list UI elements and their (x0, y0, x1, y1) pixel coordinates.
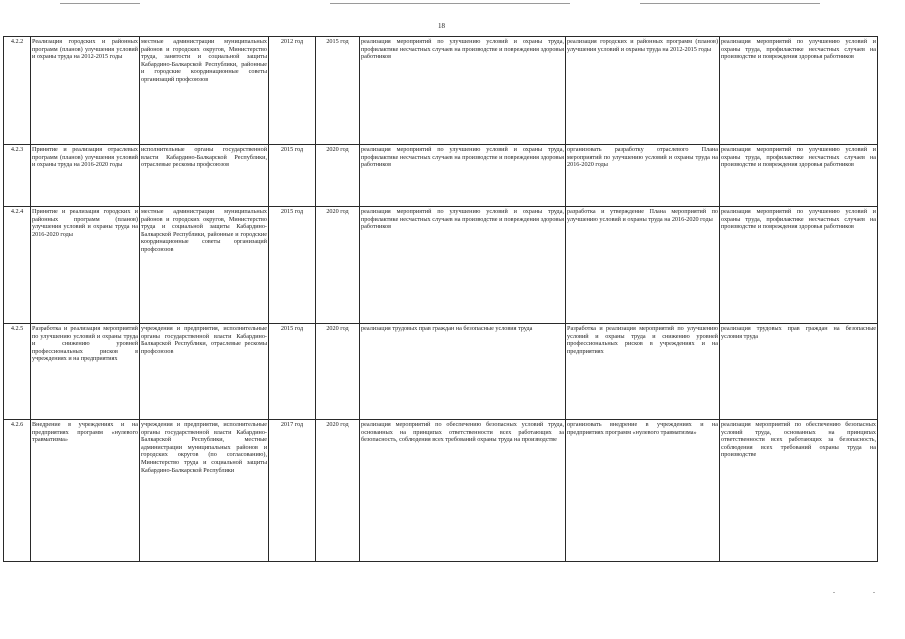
end-year-cell: 2020 год (316, 207, 360, 324)
result-cell: реализация мероприятий по обеспечению безопасных условий труда, основанных на принципах ответственности всех работающих за безопасность, соблюдения всех требований охраны труда на производстве (360, 420, 566, 562)
scan-top-rule-mid (330, 3, 570, 4)
effect-cell: реализация мероприятий по улучшению условий и охраны труда, профилактике несчастных случаев на производстве и повреждения здоровья работников (720, 37, 878, 145)
table-row-4-2-6 (4, 420, 878, 562)
measure-cell: Внедрение в учреждениях и на предприятиях программ «нулевого травматизма» (31, 420, 140, 562)
activity-cell: Разработка и реализация мероприятий по улучшению условий и охраны труда и снижению уровней профессиональных рисков в учреждениях и на предприятиях (566, 324, 720, 420)
end-year-cell: 2020 год (316, 324, 360, 420)
executors-cell: учреждения и предприятия, исполнительные органы государственной власти Кабардино-Балкарской Республики, отраслевые рескомы профсоюзов (140, 324, 269, 420)
row-number: 4.2.2 (4, 37, 31, 145)
row-number: 4.2.6 (4, 420, 31, 562)
activity-cell: реализация городских и районных программ (планов) улучшения условий и охраны труда на 2012-2015 годы (566, 37, 720, 145)
table-row-4-2-4 (4, 207, 878, 324)
row-number: 4.2.3 (4, 145, 31, 207)
result-cell: реализация мероприятий по улучшению условий и охраны труда, профилактике несчастных случаев на производстве и повреждения здоровья работников (360, 145, 566, 207)
start-year-cell: 2017 год (269, 420, 316, 562)
result-cell: реализация мероприятий по улучшению условий и охраны труда, профилактике несчастных случаев на производстве и повреждения здоровья работников (360, 37, 566, 145)
activity-cell: организовать внедрение в учреждениях и на предприятиях программ «нулевого травматизма» (566, 420, 720, 562)
executors-cell: исполнительные органы государственной власти Кабардино-Балкарской Республики, отраслевые рескомы профсоюзов (140, 145, 269, 207)
end-year-cell: 2020 год (316, 145, 360, 207)
start-year-cell: 2012 год (269, 37, 316, 145)
measure-cell: Разработка и реализация мероприятий по улучшению условий и охраны труда и снижению уровней профессиональных рисков в учреждениях и на предприятиях (31, 324, 140, 420)
end-year-cell: 2015 год (316, 37, 360, 145)
scan-top-rule-right (640, 3, 820, 4)
effect-cell: реализация мероприятий по улучшению условий и охраны труда, профилактике несчастных случаев на производстве и повреждения здоровья работников (720, 207, 878, 324)
table-row-4-2-2 (4, 37, 878, 145)
table-row-4-2-3 (4, 145, 878, 207)
end-year-cell: 2020 год (316, 420, 360, 562)
table-row-4-2-5 (4, 324, 878, 420)
measure-cell: Принятие и реализация отраслевых программ (планов) улучшения условий и охраны труда на 2016-2020 годы (31, 145, 140, 207)
start-year-cell: 2015 год (269, 207, 316, 324)
executors-cell: местные администрации муниципальных районов и городских округов, Министерство труда, занятости и социальной защиты Кабардино-Балкарской Республики, районные и городские координационные советы организаций профсоюзов (140, 37, 269, 145)
executors-cell: учреждения и предприятия, исполнительные органы государственной власти Кабардино-Балкарской Республики, местные администрации муниципальных районов и городских округов (по согласованию), Министерство труда и социальной защиты Кабардино-Балкарской Республики (140, 420, 269, 562)
start-year-cell: 2015 год (269, 324, 316, 420)
result-cell: реализация трудовых прав граждан на безопасные условия труда (360, 324, 566, 420)
scan-top-rule-left (60, 3, 140, 4)
measures-table (3, 36, 878, 562)
footer-marks: . . (833, 586, 893, 595)
row-number: 4.2.4 (4, 207, 31, 324)
result-cell: реализация мероприятий по улучшению условий и охраны труда, профилактике несчастных случаев на производстве и повреждения здоровья работников (360, 207, 566, 324)
activity-cell: организовать разработку отраслевого Плана мероприятий по улучшению условий и охраны труда на 2016-2020 годы (566, 145, 720, 207)
page-number: 18 (438, 22, 445, 30)
measure-cell: Реализация городских и районных программ (планов) улучшения условий и охраны труда на 2012-2015 годы (31, 37, 140, 145)
executors-cell: местные администрации муниципальных районов и городских округов, Министерство труда и социальной защиты Кабардино-Балкарской Республики, районные и городские координационные советы организаций профсоюзов (140, 207, 269, 324)
row-number: 4.2.5 (4, 324, 31, 420)
effect-cell: реализация трудовых прав граждан на безопасные условия труда (720, 324, 878, 420)
effect-cell: реализация мероприятий по улучшению условий и охраны труда, профилактике несчастных случаев на производстве и повреждения здоровья работников (720, 145, 878, 207)
activity-cell: разработка и утверждение Плана мероприятий по улучшению условий и охраны труда на 2016-2020 годы (566, 207, 720, 324)
measure-cell: Принятие и реализация городских и районных программ (планов) улучшения условий и охраны труда на 2016-2020 годы (31, 207, 140, 324)
effect-cell: реализация мероприятий по обеспечению безопасных условий труда, основанных на принципах ответственности всех работающих за безопасность, соблюдения всех требований охраны труда на производстве (720, 420, 878, 562)
start-year-cell: 2015 год (269, 145, 316, 207)
